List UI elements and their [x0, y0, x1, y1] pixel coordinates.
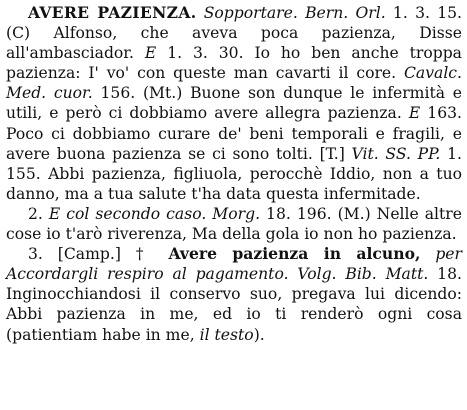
sense-2-label: E col secondo caso.: [48, 204, 207, 223]
citation-source: Cavalc. Med. cuor.: [6, 64, 462, 103]
sense-3-gloss: per Accordargli respiro al pagamento.: [6, 245, 462, 284]
citation-text: 1. 3. 30. Io ho ben anche troppa pazienza: I' vo' con queste man cavarti il core.: [6, 44, 462, 83]
citation-text: 1. 155. Abbi pazienza, figliuola, perocchè Iddio, non a tuo danno, ma a tua salute t'ha data questa infermitade.: [6, 144, 462, 203]
dictionary-entry: [6, 3, 462, 345]
sense-3-phrase: Avere pazienza in alcuno,: [168, 244, 421, 264]
sense-1-definition: Sopportare.: [203, 4, 298, 22]
citation-text: 156. (Mt.) Buone son dunque le infermità e utili, e però ci dobbiamo avere allegra pazienza.: [6, 84, 462, 123]
citation-source: Vit. SS. PP.: [351, 144, 441, 163]
sense-1: [6, 3, 462, 204]
citation-text: 1. 3. 15. (C) Alfonso, che aveva poca pazienza, Disse all'ambasciador.: [6, 4, 463, 63]
sense-number: 2.: [28, 204, 43, 223]
citation-source: Bern. Orl.: [305, 4, 386, 22]
citation-text: 163. Poco ci dobbiamo curare de' beni temporali e fragili, e avere buona pazienza se ci sono tolti. [T.]: [6, 104, 462, 163]
sense-2: [6, 204, 462, 244]
citation-close: ).: [253, 325, 265, 344]
citation-source: Volg. Bib. Matt.: [288, 265, 429, 284]
citation-note: il testo: [199, 325, 254, 344]
citation-text: 18. Inginocchiandosi il conservo suo, pregava lui dicendo: Abbi pazienza in me, ed io ti renderò ogni cosa (patientiam habe in me,: [6, 265, 462, 344]
citation-text: 18. 196. (M.) Nelle altre cose io t'arò riverenza, Ma della gola io non ho pazienza.: [6, 204, 462, 244]
sense-number: 3.: [28, 245, 43, 264]
sense-3: [6, 244, 462, 344]
sense-3-marker: [Camp.] †: [42, 245, 169, 264]
citation-source: Morg.: [212, 204, 261, 223]
citation-source: E: [408, 104, 421, 123]
citation-source: E: [144, 44, 157, 63]
headword: AVERE PAZIENZA.: [28, 3, 197, 22]
